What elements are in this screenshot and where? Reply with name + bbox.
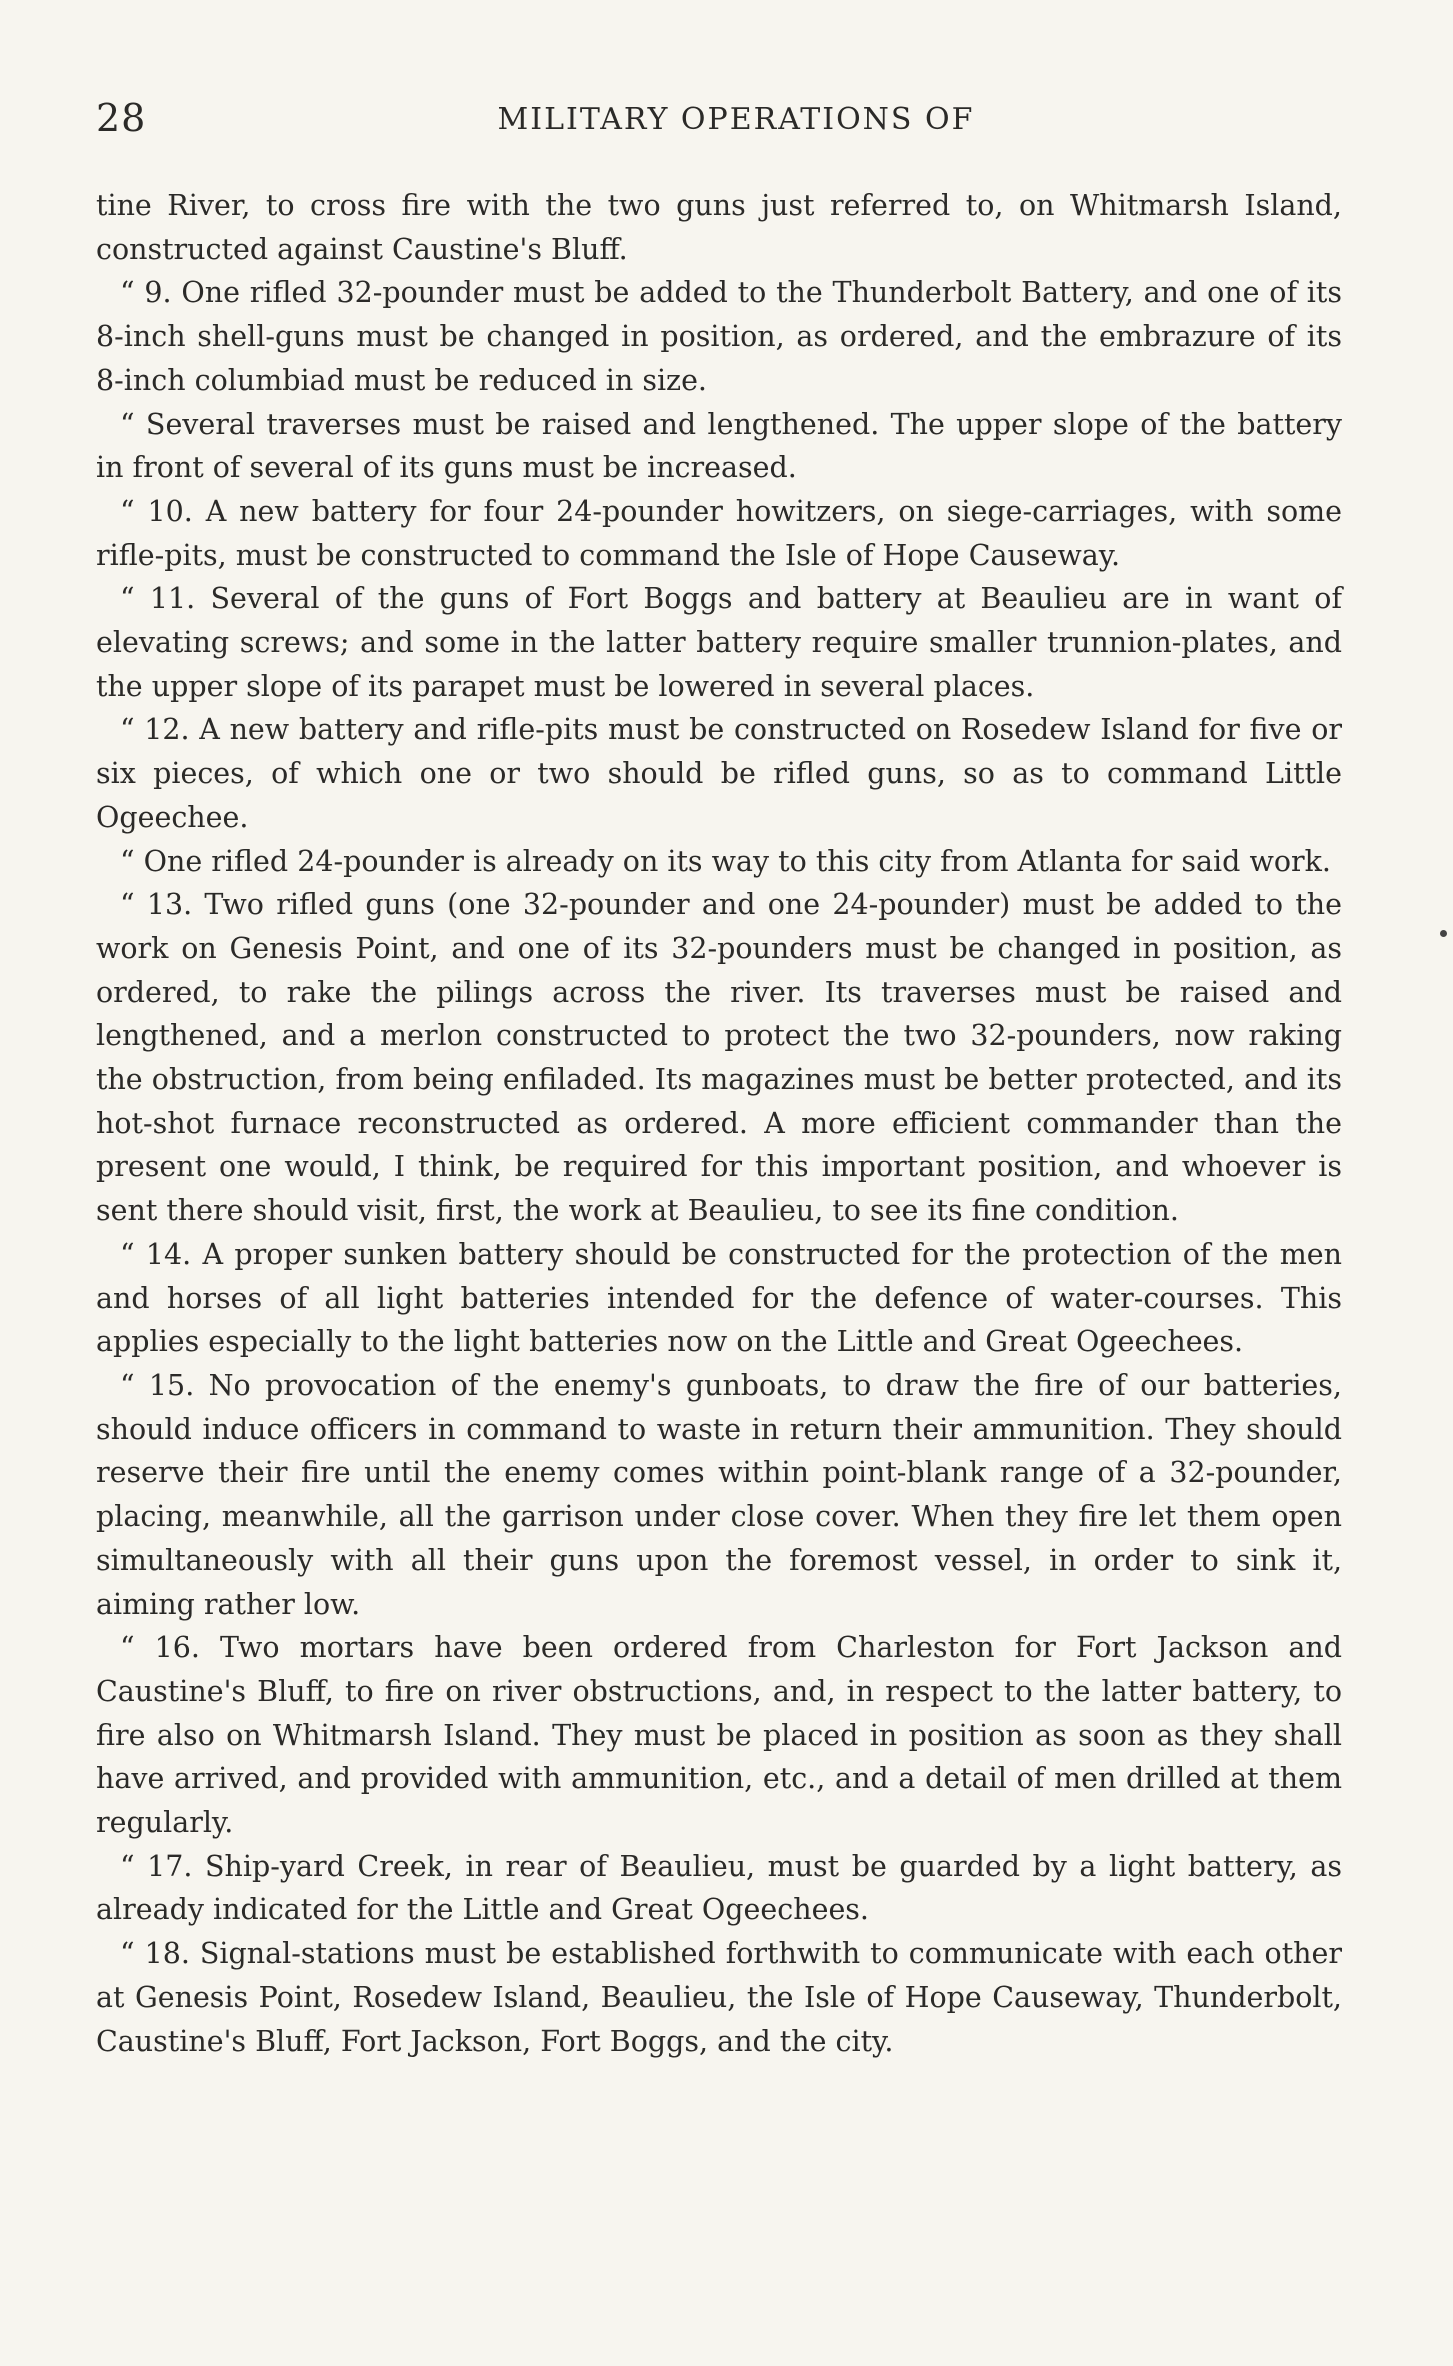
paragraph: “ 17. Ship-yard Creek, in rear of Beaulieu, must be guarded by a light battery, as already indicated for the Little and Great Ogeechees. (96, 1849, 1342, 1927)
paragraph: “ 15. No provocation of the enemy's gunboats, to draw the fire of our batteries, should induce officers in command to waste in return their ammunition. They should reserve their fire until the enemy comes within point-blank range of a 32-pounder, placing, meanwhile, all the garrison under close cover. When they fire let them open simultaneously with all their guns upon the foremost vessel, in order to sink it, aiming rather low. (96, 1368, 1342, 1621)
page-number: 28 (96, 96, 147, 140)
paragraph: “ Several traverses must be raised and lengthened. The upper slope of the battery in front of several of its guns must be increased. (96, 407, 1342, 485)
paragraph: “ 12. A new battery and rifle-pits must be constructed on Rosedew Island for five or six pieces, of which one or two should be rifled guns, so as to command Little Ogeechee. (96, 713, 1342, 834)
running-head: MILITARY OPERATIONS OF (497, 102, 975, 137)
paragraph: “ 13. Two rifled guns (one 32-pounder and one 24-pounder) must be added to the work on Genesis Point, and one of its 32-pounders must be changed in position, as ordered, to rake the pilings across the river. Its traverses must be raised and lengthened, and a merlon constructed to protect the two 32-pounders, now raking the obstruction, from being enfiladed. Its magazines must be better protected, and its hot-shot furnace reconstructed as ordered. A more efficient commander than the present one would, I think, be required for this important position, and whoever is sent there should visit, first, the work at Beaulieu, to see its fine condition. (96, 888, 1342, 1228)
paragraph: “ 14. A proper sunken battery should be constructed for the protection of the men and horses of all light batteries intended for the defence of water-courses. This applies especially to the light batteries now on the Little and Great Ogeechees. (96, 1237, 1342, 1359)
page-header (96, 96, 1376, 148)
body-text (96, 184, 1342, 2063)
margin-ink-dot (1440, 930, 1447, 937)
paragraph: “ 11. Several of the guns of Fort Boggs and battery at Beaulieu are in want of elevating screws; and some in the latter battery require smaller trunnion-plates, and the upper slope of its parapet must be lowered in several places. (96, 582, 1342, 703)
paragraph: “ 16. Two mortars have been ordered from Charleston for Fort Jackson and Caustine's Bluff, to fire on river obstructions, and, in respect to the latter battery, to fire also on Whitmarsh Island. They must be placed in position as soon as they shall have arrived, and provided with ammunition, etc., and a detail of men drilled at them regularly. (96, 1631, 1342, 1840)
paragraph: “ 18. Signal-stations must be established forthwith to communicate with each other at Genesis Point, Rosedew Island, Beaulieu, the Isle of Hope Causeway, Thunderbolt, Caustine's Bluff, Fort Jackson, Fort Boggs, and the city. (96, 1937, 1342, 2058)
paragraph: “ One rifled 24-pounder is already on its way to this city from Atlanta for said work. (120, 844, 1331, 878)
paragraph: “ 9. One rifled 32-pounder must be added to the Thunderbolt Battery, and one of its 8-inch shell-guns must be changed in position, as ordered, and the embrazure of its 8-inch columbiad must be reduced in size. (96, 276, 1342, 397)
paragraph: “ 10. A new battery for four 24-pounder howitzers, on siege-carriages, with some rifle-pits, must be constructed to command the Isle of Hope Causeway. (96, 494, 1342, 572)
paragraph: tine River, to cross fire with the two guns just referred to, on Whitmarsh Island, constructed against Caustine's Bluff. (96, 189, 1342, 266)
